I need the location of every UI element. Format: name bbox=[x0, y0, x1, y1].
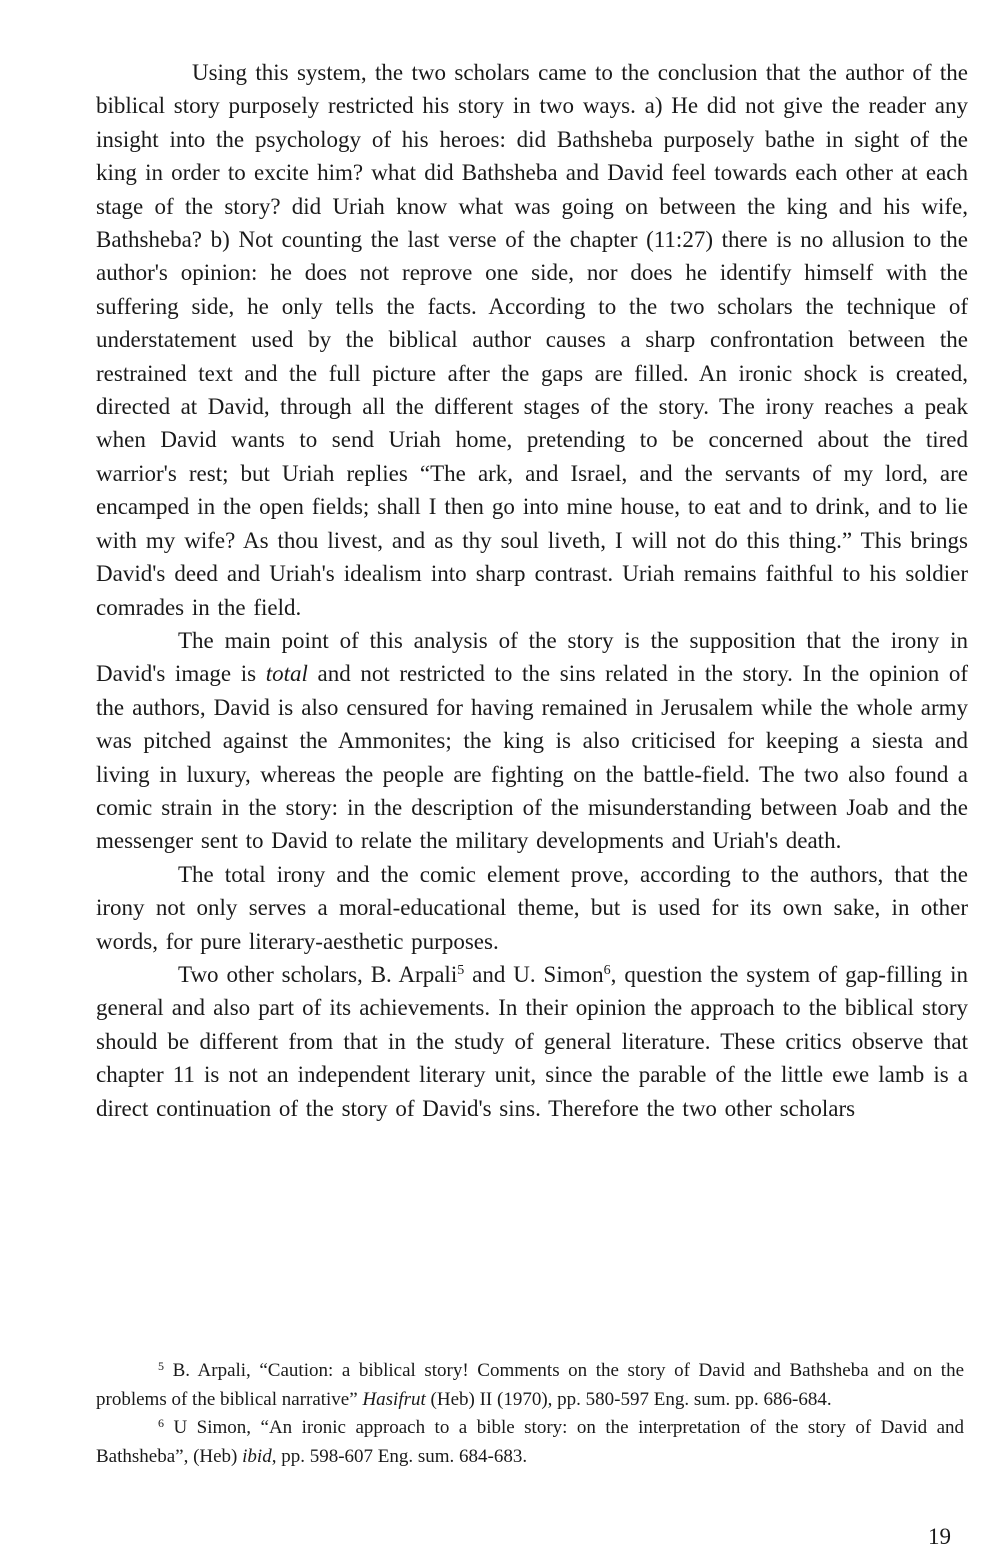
footnote-5-marker: 5 bbox=[158, 1359, 164, 1373]
footnote-5-text-b: (Heb) II (1970), pp. 580-597 Eng. sum. pp. 686-684. bbox=[425, 1388, 832, 1410]
page-body bbox=[96, 56, 968, 1125]
footnote-6-text-a: U Simon, “An ironic approach to a bible story: on the interpretation of the story of David and Bathsheba”, (Heb) bbox=[96, 1417, 964, 1467]
footnotes bbox=[96, 1357, 964, 1471]
paragraph-1-text: Using this system, the two scholars came to the conclusion that the author of the biblical story purposely restricted his story in two ways. a) He did not give the reader any insight into the psychology of his heroes: did Bathsheba purposely bathe in sight of the king in order to excite him? what did Bathsheba and David feel towards each other at each stage of the story? did Uriah know what was going on between the king and his wife, Bathsheba? b) Not counting the last verse of the chapter (11:27) there is no allusion to the author's opinion: he does not reprove one side, nor does he identify himself with the suffering side, he only tells the facts. According to the two scholars the technique of understatement used by the biblical author causes a sharp confrontation between the restrained text and the full picture after the gaps are filled. An ironic shock is created, directed at David, through all the different stages of the story. The irony reaches a peak when David wants to send Uriah home, pretending to be concerned about the tired warrior's rest; but Uriah replies “The ark, and Israel, and the servants of my lord, are encamped in the open fields; shall I then go into mine house, to eat and to drink, and to lie with my wife? As thou livest, and as thy soul liveth, I will not do this thing.” This brings David's deed and Uriah's idealism into sharp contrast. Uriah remains faithful to his soldier comrades in the field. bbox=[96, 60, 968, 620]
footnote-5-text-a: B. Arpali, “Caution: a biblical story! Comments on the story of David and Bathsheba and on the problems of the biblical narrative” bbox=[96, 1360, 964, 1410]
footnote-6-text-b: , pp. 598-607 Eng. sum. 684-683. bbox=[271, 1445, 528, 1467]
page-number: 19 bbox=[928, 1524, 951, 1549]
footnote-6-ibid: ibid bbox=[242, 1445, 272, 1467]
footnote-5 bbox=[96, 1357, 964, 1414]
paragraph-4 bbox=[96, 958, 968, 1125]
paragraph-2 bbox=[96, 624, 968, 858]
paragraph-1 bbox=[96, 56, 968, 624]
paragraph-4-text-a: Two other scholars, B. Arpali bbox=[178, 961, 458, 987]
paragraph-4-text-c: , question the system of gap-filling in general and also part of its achievements. In their opinion the approach to the biblical story should be different from that in the study of general literature. These critics observe that chapter 11 is not an independent literary unit, since the parable of the little ewe lamb is a direct continuation of the story of David's sins. Therefore the two other scholars bbox=[96, 961, 969, 1121]
paragraph-2-emphasis: total bbox=[265, 661, 308, 687]
paragraph-2-text-start: The main point of this analysis of the story is the supposition that the irony in David's image is bbox=[96, 627, 968, 687]
paragraph-3 bbox=[96, 858, 968, 958]
footnote-6 bbox=[96, 1414, 964, 1471]
paragraph-3-text: The total irony and the comic element prove, according to the authors, that the irony not only serves a moral-educational theme, but is used for its own sake, in other words, for pure literary-aesthetic purposes. bbox=[96, 861, 968, 954]
footnote-6-marker: 6 bbox=[158, 1416, 164, 1430]
footnote-5-journal: Hasifrut bbox=[362, 1388, 426, 1410]
footnote-ref-6[interactable]: 6 bbox=[603, 962, 611, 978]
paragraph-2-text-end: and not restricted to the sins related in the story. In the opinion of the authors, David is also censured for having remained in Jerusalem while the whole army was pitched against the Ammonites; the king is also criticised for keeping a siesta and living in luxury, whereas the people are fighting on the battle-field. The two also found a comic strain in the story: in the description of the misunderstanding between Joab and the messenger sent to David to relate the military developments and Uriah's death. bbox=[96, 661, 968, 854]
paragraph-4-text-b: and U. Simon bbox=[464, 961, 604, 987]
footnote-ref-5[interactable]: 5 bbox=[457, 962, 465, 978]
